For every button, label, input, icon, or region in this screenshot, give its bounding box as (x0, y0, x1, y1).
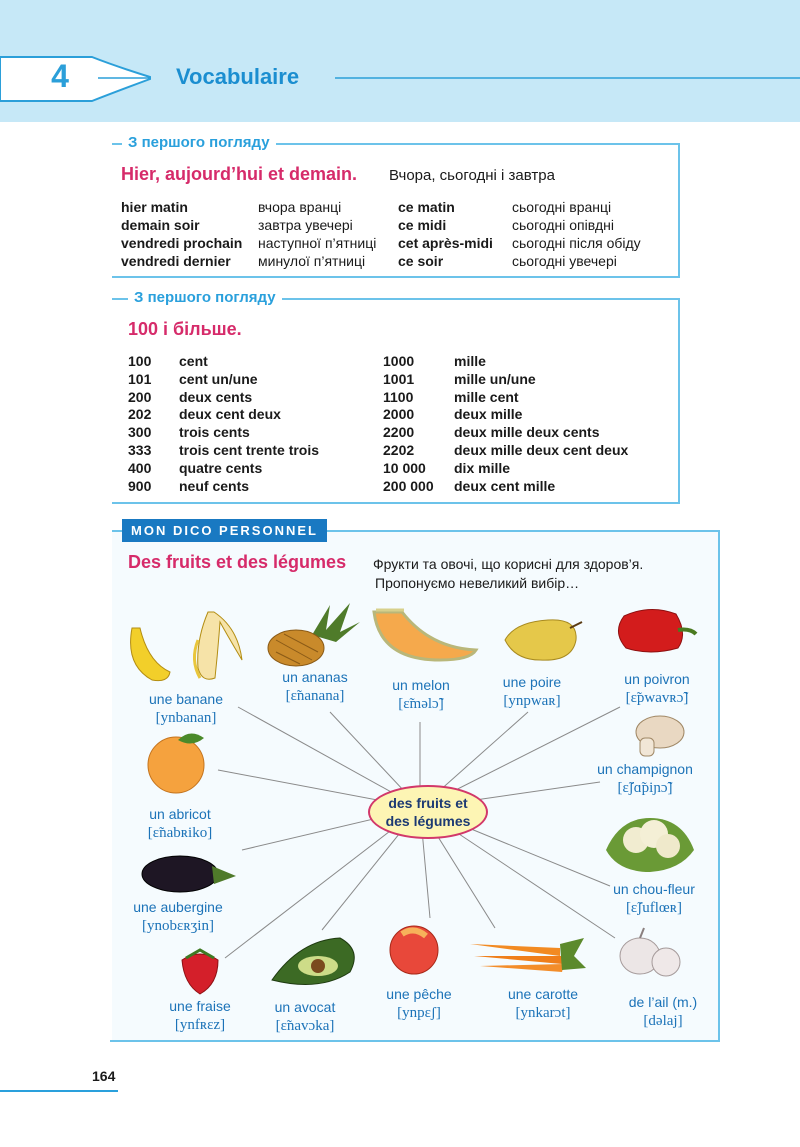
number-word: cent un/une (179, 370, 258, 387)
number-word: trois cents (179, 424, 250, 441)
produce-word: de l’ail (m.) (628, 994, 698, 1010)
produce-word: un champignon (597, 761, 693, 777)
produce-word: une aubergine (133, 899, 223, 915)
produce-word: une poire (502, 674, 562, 690)
french-term: ce soir (398, 253, 444, 269)
center-line-2: des légumes (385, 813, 471, 829)
dico-tag: MON DICO PERSONNEL (122, 519, 327, 542)
box-heading: Hier, aujourd’hui et demain. (121, 164, 358, 184)
number-value: 900 (128, 477, 152, 494)
chapter-title: Vocabulaire (176, 64, 300, 89)
french-term: ce midi (398, 217, 447, 233)
french-term: demain soir (121, 217, 200, 233)
produce-phonetic: [ynpɛʃ] (397, 1005, 441, 1021)
number-value: 400 (128, 459, 152, 476)
page-line (0, 1090, 118, 1092)
number-word: deux mille (454, 406, 523, 423)
produce-label (587, 670, 727, 708)
number-value: 2202 (383, 442, 415, 458)
produce-phonetic: [ynobɛʀʒin] (142, 918, 214, 934)
produce-phonetic: [ɛ̃pwavʀɔ̃] (625, 690, 689, 706)
mindmap-center (368, 785, 488, 839)
produce-word: un ananas (282, 669, 348, 685)
produce-phonetic: [ɛ̃nabʀiko] (147, 825, 213, 841)
dico-heading: Des fruits et des légumes (128, 552, 347, 572)
chapter-number: 4 (51, 58, 69, 94)
number-value: 333 (128, 442, 152, 458)
number-word: deux mille deux cents (454, 424, 600, 441)
produce-word: un melon (392, 677, 450, 693)
produce-label (575, 760, 715, 798)
french-term: cet après-midi (398, 235, 493, 251)
ukrainian-translation: наступної п’ятниці (258, 235, 377, 251)
dico-subheading-1: Фрукти та овочі, що корисні для здоров’я. (373, 556, 644, 572)
number-value: 200 (128, 388, 152, 405)
produce-label (108, 898, 248, 936)
produce-word: un abricot (149, 806, 211, 822)
ukrainian-translation: вчора вранці (258, 199, 342, 215)
number-word: mille un/une (454, 370, 536, 387)
produce-phonetic: [ynfʀɛz] (174, 1017, 226, 1033)
produce-label (116, 690, 256, 728)
french-term: vendredi dernier (121, 253, 231, 269)
produce-phonetic: [ɛ̃navɔka] (275, 1018, 335, 1034)
produce-label (110, 805, 250, 843)
number-word: trois cent trente trois (179, 442, 320, 458)
produce-word: une carotte (507, 986, 579, 1002)
number-word: deux cents (179, 388, 253, 405)
page-number: 164 (92, 1068, 116, 1084)
number-value: 10 000 (383, 459, 426, 476)
produce-word: une fraise (169, 998, 231, 1014)
ukrainian-translation: завтра увечері (258, 217, 353, 233)
produce-word: une banane (149, 691, 223, 707)
number-word: deux cent mille (454, 477, 556, 494)
dico-subheading-2: Пропонуємо невеликий вибір… (375, 575, 580, 591)
ukrainian-translation: минулої п’ятниці (258, 253, 366, 269)
produce-phonetic: [ynpwaʀ] (503, 693, 561, 709)
ukrainian-translation: сьогодні після обіду (512, 235, 641, 251)
produce-word: un poivron (624, 671, 690, 687)
number-value: 101 (128, 370, 152, 387)
center-line-1: des fruits et (388, 795, 468, 811)
number-value: 1001 (383, 370, 415, 387)
number-value: 1000 (383, 353, 415, 369)
produce-word: un avocat (274, 999, 336, 1015)
number-word: quatre cents (179, 459, 263, 476)
produce-label (593, 993, 733, 1031)
box-tag: З першого погляду (122, 134, 276, 151)
produce-label (130, 997, 270, 1035)
box-subheading: Вчора, сьогодні і завтра (389, 167, 555, 184)
number-word: deux cent deux (179, 406, 281, 423)
produce-phonetic: [ɛ̃məlɔ̃] (398, 696, 444, 712)
number-value: 2200 (383, 424, 415, 441)
produce-label (584, 880, 724, 918)
produce-phonetic: [ɛ̃ʃɑ̃piɲɔ̃] (617, 780, 673, 796)
box-tag: З першого погляду (128, 289, 282, 306)
ukrainian-translation: сьогодні вранці (512, 199, 612, 215)
number-value: 1100 (383, 388, 414, 405)
french-term: hier matin (121, 199, 188, 215)
number-value: 202 (128, 406, 152, 423)
ukrainian-translation: сьогодні опівдні (512, 217, 615, 233)
produce-phonetic: [ynkarɔt] (515, 1005, 571, 1021)
produce-phonetic: [dəlaj] (643, 1013, 683, 1029)
number-word: neuf cents (179, 477, 250, 494)
produce-word: un chou-fleur (613, 881, 695, 897)
number-word: mille (454, 353, 486, 369)
produce-label (473, 985, 613, 1023)
ukrainian-translation: сьогодні увечері (512, 253, 617, 269)
box-heading: 100 і більше. (128, 319, 242, 339)
french-term: vendredi prochain (121, 235, 243, 251)
produce-label (462, 673, 602, 711)
produce-word: une pêche (386, 986, 452, 1002)
number-value: 200 000 (383, 477, 434, 494)
produce-phonetic: [ynbanan] (155, 710, 217, 726)
number-word: mille cent (454, 388, 519, 405)
number-value: 300 (128, 424, 152, 441)
french-term: ce matin (398, 199, 455, 215)
number-value: 2000 (383, 406, 415, 423)
number-word: deux mille deux cent deux (454, 442, 629, 458)
number-word: cent (179, 353, 208, 369)
produce-phonetic: [ɛ̃nanana] (285, 688, 345, 704)
number-word: dix mille (454, 459, 511, 476)
number-value: 100 (128, 353, 152, 369)
produce-phonetic: [ɛ̃ʃuflœʀ] (625, 900, 683, 916)
